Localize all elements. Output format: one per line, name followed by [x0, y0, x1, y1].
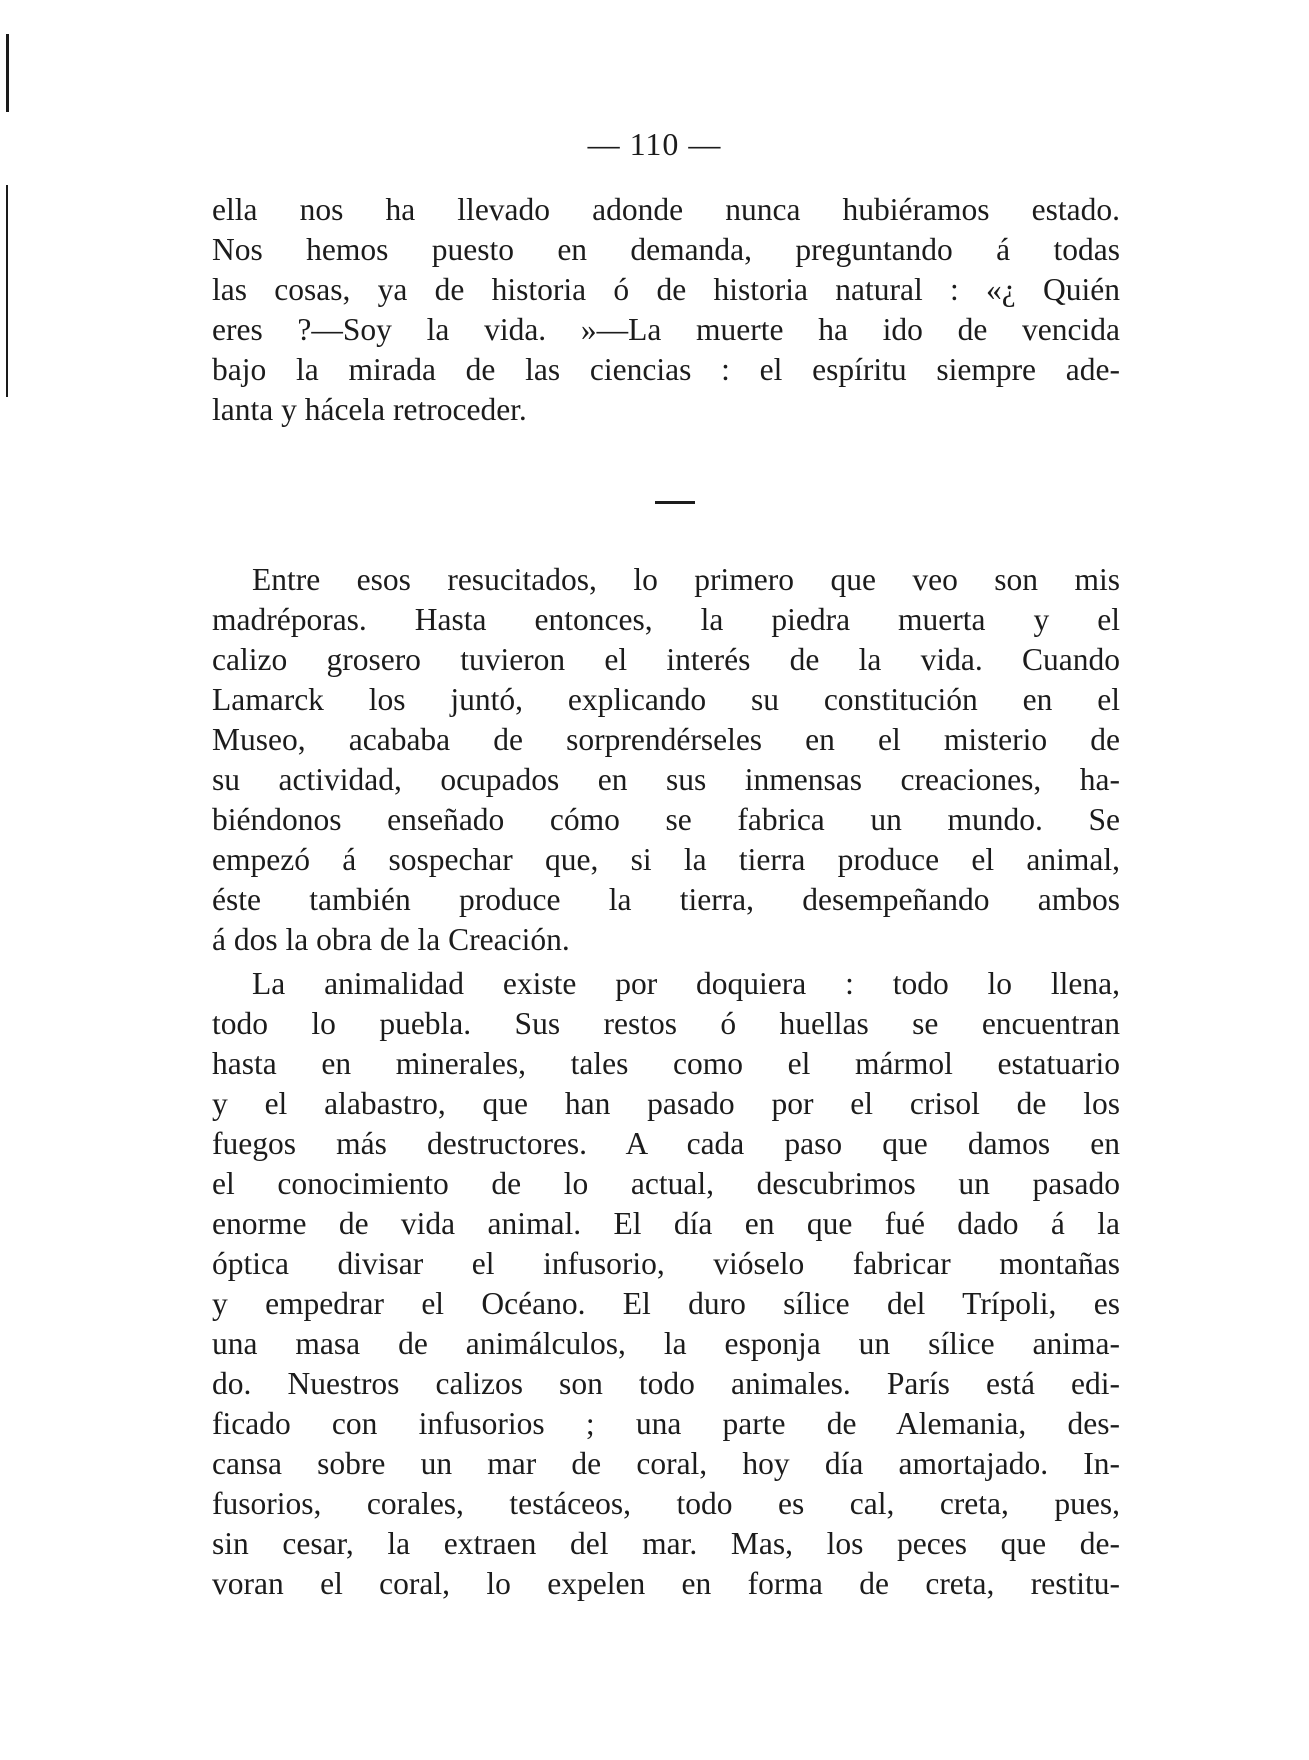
text-line: y el alabastro, que han pasado por el crisol de los: [212, 1086, 1120, 1121]
text-line: hasta en minerales, tales como el mármol estatuario: [212, 1046, 1120, 1081]
text-line: una masa de animálculos, la esponja un sílice anima-: [212, 1326, 1120, 1361]
scan-edge-mark: [6, 34, 9, 112]
text-line: las cosas, ya de historia ó de historia natural : «¿ Quién: [212, 272, 1120, 307]
text-line: fusorios, corales, testáceos, todo es cal, creta, pues,: [212, 1486, 1120, 1521]
text-line: y empedrar el Océano. El duro sílice del Trípoli, es: [212, 1286, 1120, 1321]
text-line: madréporas. Hasta entonces, la piedra muerta y el: [212, 602, 1120, 637]
text-line: cansa sobre un mar de coral, hoy día amortajado. In-: [212, 1446, 1120, 1481]
text-line: voran el coral, lo expelen en forma de creta, restitu-: [212, 1566, 1120, 1601]
text-line: Nos hemos puesto en demanda, preguntando á todas: [212, 232, 1120, 267]
section-separator: [655, 501, 695, 504]
text-line: el conocimiento de lo actual, descubrimos un pasado: [212, 1166, 1120, 1201]
text-line: fuegos más destructores. A cada paso que damos en: [212, 1126, 1120, 1161]
text-line: eres ?—Soy la vida. »—La muerte ha ido de vencida: [212, 312, 1120, 347]
text-line: biéndonos enseñado cómo se fabrica un mundo. Se: [212, 802, 1120, 837]
text-line: do. Nuestros calizos son todo animales. París está edi-: [212, 1366, 1120, 1401]
text-line: La animalidad existe por doquiera : todo lo llena,: [252, 966, 1120, 1001]
text-line: empezó á sospechar que, si la tierra produce el animal,: [212, 842, 1120, 877]
paragraph-animalidad: [212, 964, 1120, 1604]
page-number: — 110 —: [587, 126, 722, 162]
scan-edge-mark: [6, 185, 8, 397]
text-line: calizo grosero tuvieron el interés de la vida. Cuando: [212, 642, 1120, 677]
paragraph-madreporas: [212, 560, 1120, 960]
text-line: Lamarck los juntó, explicando su constitución en el: [212, 682, 1120, 717]
text-line: Entre esos resucitados, lo primero que veo son mis: [252, 562, 1120, 597]
text-line: Museo, acababa de sorprendérseles en el misterio de: [212, 722, 1120, 757]
text-line: éste también produce la tierra, desempeñando ambos: [212, 882, 1120, 917]
paragraph-continuation: [212, 190, 1120, 430]
text-line: ella nos ha llevado adonde nunca hubiéramos estado.: [212, 192, 1120, 227]
text-line: sin cesar, la extraen del mar. Mas, los peces que de-: [212, 1526, 1120, 1561]
text-line: enorme de vida animal. El día en que fué dado á la: [212, 1206, 1120, 1241]
text-line: ficado con infusorios ; una parte de Alemania, des-: [212, 1406, 1120, 1441]
text-line: su actividad, ocupados en sus inmensas creaciones, ha-: [212, 762, 1120, 797]
text-line: bajo la mirada de las ciencias : el espíritu siempre ade-: [212, 352, 1120, 387]
text-line: lanta y hácela retroceder.: [212, 392, 527, 427]
text-line: á dos la obra de la Creación.: [212, 922, 570, 957]
text-line: todo lo puebla. Sus restos ó huellas se encuentran: [212, 1006, 1120, 1041]
text-line: óptica divisar el infusorio, vióselo fabricar montañas: [212, 1246, 1120, 1281]
